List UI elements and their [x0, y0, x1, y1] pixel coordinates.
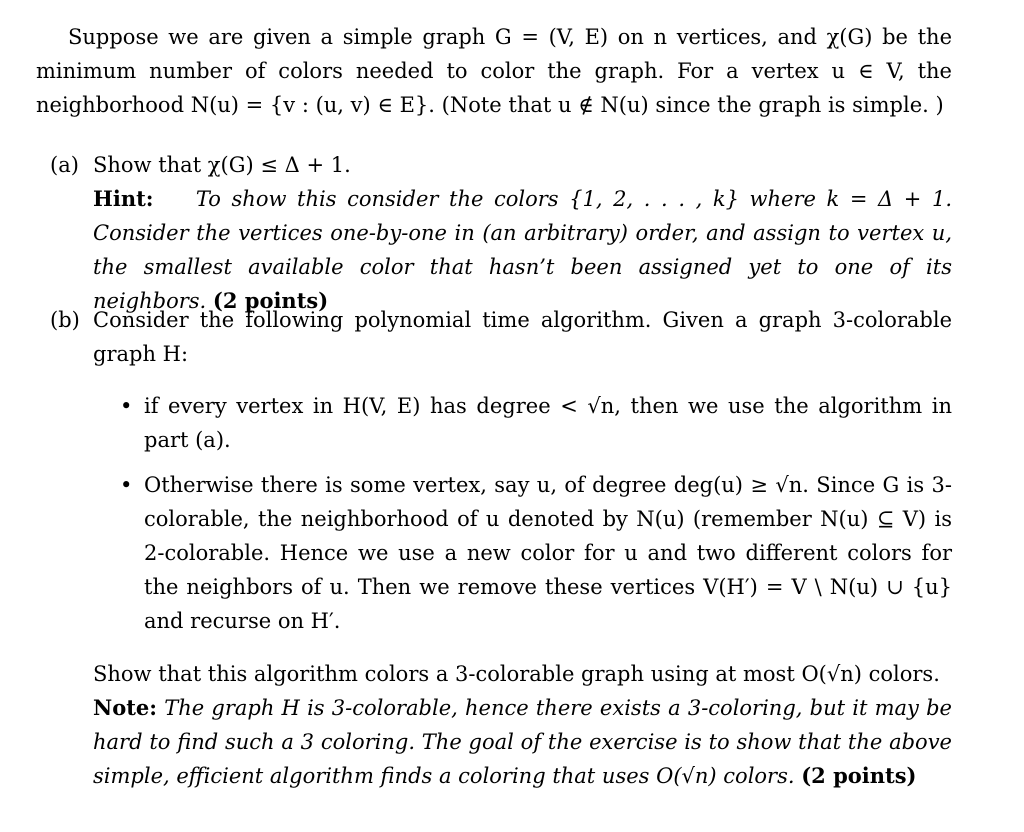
hint-text: To show this consider the colors {1, 2, . . . , k} where k = Δ + 1. Consider the vertices one-by-one in (an arbitrary) order, and assign to vertex u, the smallest available color that hasn’t been assigned yet to one of its neighbors.	[93, 187, 952, 313]
part-a-label: (a)	[50, 153, 79, 177]
part-b-points: (2 points)	[801, 763, 917, 788]
bullet-list-item	[108, 389, 952, 457]
bullet-icon: •	[120, 394, 133, 418]
part-a-points: (2 points)	[212, 288, 329, 313]
note-paragraph	[93, 691, 952, 793]
bullet-item-1	[108, 389, 952, 457]
part-a-hint	[93, 182, 952, 318]
part-b-body	[93, 303, 952, 371]
hint-label: Hint:	[93, 186, 154, 211]
bullet-list-item	[108, 468, 952, 638]
part-b-label: (b)	[50, 308, 80, 332]
part-b-statement: Consider the following polynomial time algorithm. Given a graph 3-colorable graph H:	[93, 308, 952, 366]
part-a-body	[93, 148, 952, 318]
part-b-closing	[93, 657, 952, 793]
note-label: Note:	[93, 695, 158, 720]
bullet-item-2	[108, 468, 952, 638]
intro-paragraph: Suppose we are given a simple graph G = (V, E) on n vertices, and χ(G) be the minimum number of colors needed to color the graph. For a vertex u ∈ V, the neighborhood N(u) = {v : (u, v) ∈ E}. (Note that u ∉ N(u) since the graph is simple. )	[36, 25, 952, 117]
bullet-icon: •	[120, 473, 133, 497]
part-a-statement: Show that χ(G) ≤ Δ + 1.	[93, 153, 351, 177]
bullet-text-2: Otherwise there is some vertex, say u, of degree deg(u) ≥ √n. Since G is 3-colorable, the neighborhood of u denoted by N(u) (remember N(u) ⊆ V) is 2-colorable. Hence we use a new color for u and two different colors for the neighbors of u. Then we remove these vertices V(H′) = V \ N(u) ∪ {u} and recurse on H′.	[144, 473, 952, 633]
note-text: The graph H is 3-colorable, hence there exists a 3-coloring, but it may be hard to find such a 3 coloring. The goal of the exercise is to show that the above simple, efficient algorithm finds a coloring that uses O(√n) colors.	[93, 696, 952, 788]
part-b	[36, 303, 952, 371]
bullet-text-1: if every vertex in H(V, E) has degree < √n, then we use the algorithm in part (a).	[144, 394, 952, 452]
closing-statement: Show that this algorithm colors a 3-colorable graph using at most O(√n) colors.	[93, 662, 940, 686]
part-a	[36, 148, 952, 318]
